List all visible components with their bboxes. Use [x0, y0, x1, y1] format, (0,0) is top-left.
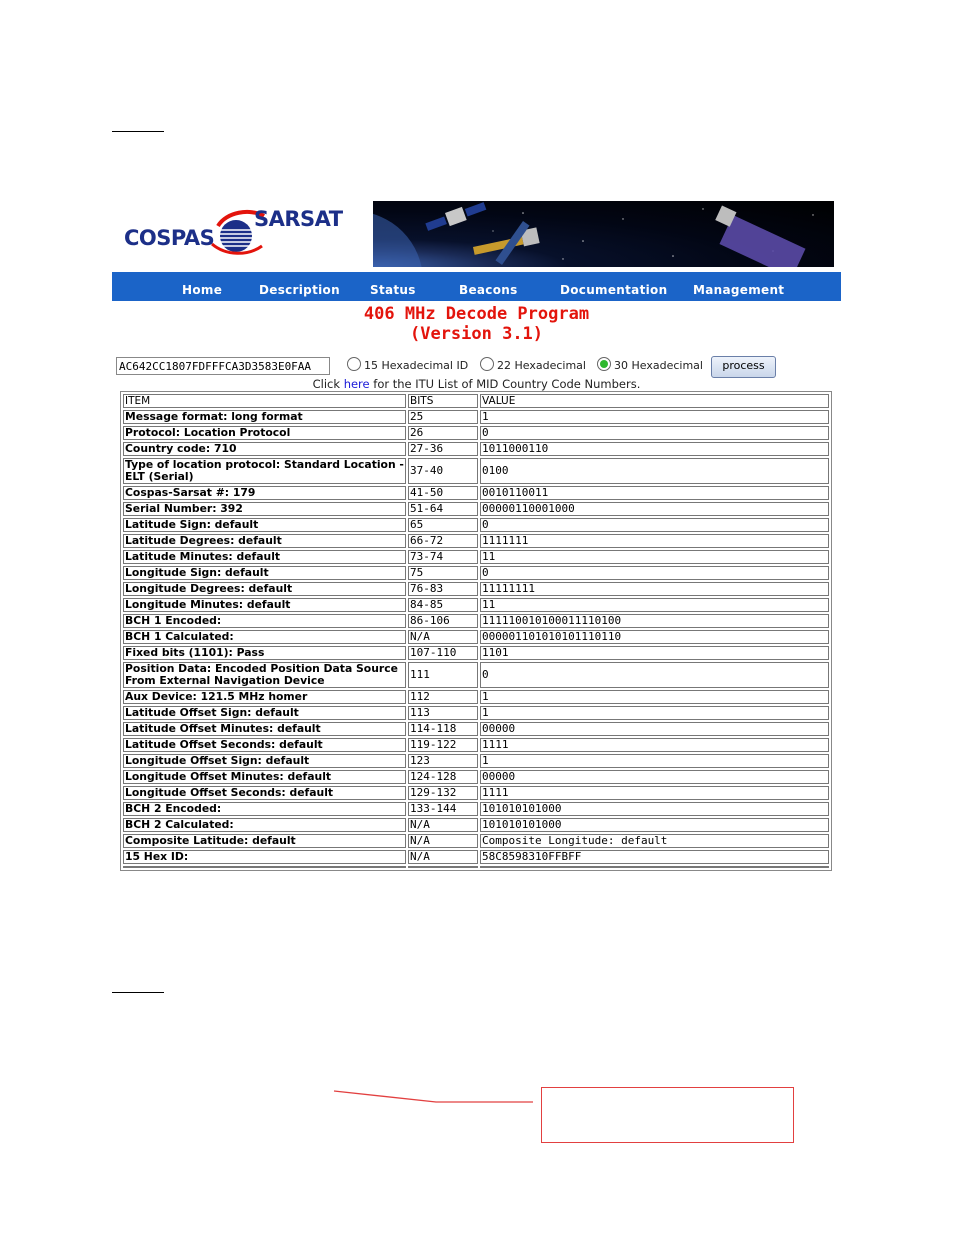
table-row	[123, 866, 829, 868]
item-cell: Longitude Offset Sign: default	[123, 754, 406, 768]
table-row	[123, 662, 829, 688]
table-row	[123, 802, 829, 816]
item-cell: BCH 2 Calculated:	[123, 818, 406, 832]
bits-cell: N/A	[408, 818, 478, 832]
nav-home[interactable]: Home	[182, 283, 223, 297]
program-version: (Version 3.1)	[409, 324, 544, 344]
table-row	[123, 502, 829, 516]
value-cell: 101010101000	[480, 802, 829, 816]
bottom-underline	[112, 992, 164, 993]
table-row	[123, 738, 829, 752]
table-row	[123, 566, 829, 580]
item-cell: Longitude Degrees: default	[123, 582, 406, 596]
radio-button-selected-icon	[597, 357, 611, 371]
radio-15-hex-id[interactable]	[347, 357, 468, 375]
item-cell: Longitude Sign: default	[123, 566, 406, 580]
table-row	[123, 598, 829, 612]
top-underline	[112, 131, 164, 132]
value-cell: 0	[480, 518, 829, 532]
bits-cell: 27-36	[408, 442, 478, 456]
item-cell: 15 Hex ID:	[123, 850, 406, 864]
item-cell: BCH 1 Encoded:	[123, 614, 406, 628]
item-cell: Aux Device: 121.5 MHz homer	[123, 690, 406, 704]
value-cell: 0100	[480, 458, 829, 484]
value-cell: 1011000110	[480, 442, 829, 456]
itu-list-link[interactable]: here	[343, 377, 370, 391]
item-cell: Composite Latitude: default	[123, 834, 406, 848]
header-item: ITEM	[123, 394, 406, 408]
value-cell: 00000110001000	[480, 502, 829, 516]
item-cell: Latitude Degrees: default	[123, 534, 406, 548]
decode-results-table	[120, 391, 832, 871]
table-row	[123, 614, 829, 628]
value-cell: 00000	[480, 722, 829, 736]
table-row	[123, 458, 829, 484]
value-cell: Composite Longitude: default	[480, 834, 829, 848]
nav-description[interactable]: Description	[259, 283, 340, 297]
item-cell: Message format: long format	[123, 410, 406, 424]
itu-link-line	[112, 377, 841, 391]
header-value: VALUE	[480, 394, 829, 408]
table-row	[123, 534, 829, 548]
value-cell: 00000	[480, 770, 829, 784]
value-cell: 111110010100011110100	[480, 614, 829, 628]
value-cell: 1	[480, 690, 829, 704]
bits-cell: 129-132	[408, 786, 478, 800]
table-row	[123, 722, 829, 736]
item-cell: Longitude Offset Seconds: default	[123, 786, 406, 800]
table-row	[123, 834, 829, 848]
item-cell: Latitude Offset Seconds: default	[123, 738, 406, 752]
nav-management[interactable]: Management	[693, 283, 785, 297]
bits-cell: 124-128	[408, 770, 478, 784]
value-cell: 11	[480, 550, 829, 564]
bits-cell: 111	[408, 662, 478, 688]
bits-cell: 76-83	[408, 582, 478, 596]
logo-text-sarsat: SARSAT	[254, 207, 343, 231]
table-row	[123, 410, 829, 424]
satellite-banner	[373, 201, 834, 267]
bits-cell: 41-50	[408, 486, 478, 500]
radio-label: 30 Hexadecimal	[614, 359, 703, 372]
item-cell: BCH 1 Calculated:	[123, 630, 406, 644]
item-cell: Longitude Minutes: default	[123, 598, 406, 612]
logo-text-cospas: COSPAS	[124, 226, 215, 250]
bits-cell: 123	[408, 754, 478, 768]
table-row	[123, 442, 829, 456]
bits-cell: 114-118	[408, 722, 478, 736]
value-cell: 101010101000	[480, 818, 829, 832]
radio-button-icon	[347, 357, 361, 371]
item-cell: Latitude Sign: default	[123, 518, 406, 532]
radio-30-hex[interactable]	[597, 357, 703, 375]
table-header-row	[123, 394, 829, 408]
value-cell: 0	[480, 566, 829, 580]
bits-cell: 119-122	[408, 738, 478, 752]
item-cell: Position Data: Encoded Position Data Source From External Navigation Device	[123, 662, 406, 688]
item-cell: Country code: 710	[123, 442, 406, 456]
cospas-sarsat-logo[interactable]	[112, 200, 370, 270]
radio-label: 22 Hexadecimal	[497, 359, 586, 372]
item-cell	[123, 866, 406, 868]
bits-cell: 84-85	[408, 598, 478, 612]
bits-cell: N/A	[408, 834, 478, 848]
satellite-scene-image	[373, 201, 834, 267]
bits-cell: 66-72	[408, 534, 478, 548]
table-row	[123, 630, 829, 644]
bits-cell: 25	[408, 410, 478, 424]
item-cell: BCH 2 Encoded:	[123, 802, 406, 816]
nav-beacons[interactable]: Beacons	[459, 283, 518, 297]
item-cell: Cospas-Sarsat #: 179	[123, 486, 406, 500]
value-cell: 000001101010101110110	[480, 630, 829, 644]
bits-cell: 65	[408, 518, 478, 532]
itu-suffix: for the ITU List of MID Country Code Numbers.	[369, 377, 641, 391]
value-cell	[480, 866, 829, 868]
bits-cell: 86-106	[408, 614, 478, 628]
item-cell: Latitude Offset Minutes: default	[123, 722, 406, 736]
item-cell: Longitude Offset Minutes: default	[123, 770, 406, 784]
table-row	[123, 850, 829, 864]
screenshot-frame	[112, 200, 841, 888]
bits-cell: 112	[408, 690, 478, 704]
value-cell: 1	[480, 706, 829, 720]
bits-cell: N/A	[408, 630, 478, 644]
value-cell: 1111111	[480, 534, 829, 548]
hex-message-input[interactable]	[116, 357, 330, 375]
value-cell: 58C8598310FFBFF	[480, 850, 829, 864]
bits-cell: 51-64	[408, 502, 478, 516]
radio-label: 15 Hexadecimal ID	[364, 359, 469, 372]
item-cell: Latitude Offset Sign: default	[123, 706, 406, 720]
table-row	[123, 770, 829, 784]
radio-22-hex[interactable]	[480, 357, 586, 375]
value-cell: 1111	[480, 786, 829, 800]
item-cell: Latitude Minutes: default	[123, 550, 406, 564]
table-row	[123, 518, 829, 532]
table-row	[123, 818, 829, 832]
bits-cell: N/A	[408, 850, 478, 864]
value-cell: 11111111	[480, 582, 829, 596]
item-cell: Fixed bits (1101): Pass	[123, 646, 406, 660]
value-cell: 0	[480, 426, 829, 440]
table-row	[123, 646, 829, 660]
table-row	[123, 486, 829, 500]
nav-status[interactable]: Status	[370, 283, 416, 297]
nav-documentation[interactable]: Documentation	[560, 283, 668, 297]
process-button[interactable]: process	[711, 356, 776, 378]
radio-button-icon	[480, 357, 494, 371]
table-row	[123, 550, 829, 564]
item-cell: Protocol: Location Protocol	[123, 426, 406, 440]
bits-cell: 107-110	[408, 646, 478, 660]
table-row	[123, 786, 829, 800]
value-cell: 11	[480, 598, 829, 612]
bits-cell	[408, 866, 478, 868]
itu-prefix: Click	[312, 377, 344, 391]
header-bits: BITS	[408, 394, 478, 408]
value-cell: 1101	[480, 646, 829, 660]
main-nav	[112, 272, 841, 301]
table-row	[123, 690, 829, 704]
table-row	[123, 426, 829, 440]
value-cell: 1111	[480, 738, 829, 752]
table-row	[123, 754, 829, 768]
table-row	[123, 582, 829, 596]
bits-cell: 113	[408, 706, 478, 720]
bits-cell: 133-144	[408, 802, 478, 816]
bits-cell: 37-40	[408, 458, 478, 484]
program-title: 406 MHz Decode Program	[363, 304, 590, 324]
bits-cell: 26	[408, 426, 478, 440]
callout-box	[541, 1087, 794, 1143]
item-cell: Serial Number: 392	[123, 502, 406, 516]
value-cell: 0	[480, 662, 829, 688]
table-row	[123, 706, 829, 720]
item-cell: Type of location protocol: Standard Location - ELT (Serial)	[123, 458, 406, 484]
bits-cell: 73-74	[408, 550, 478, 564]
bits-cell: 75	[408, 566, 478, 580]
value-cell: 1	[480, 754, 829, 768]
value-cell: 0010110011	[480, 486, 829, 500]
value-cell: 1	[480, 410, 829, 424]
